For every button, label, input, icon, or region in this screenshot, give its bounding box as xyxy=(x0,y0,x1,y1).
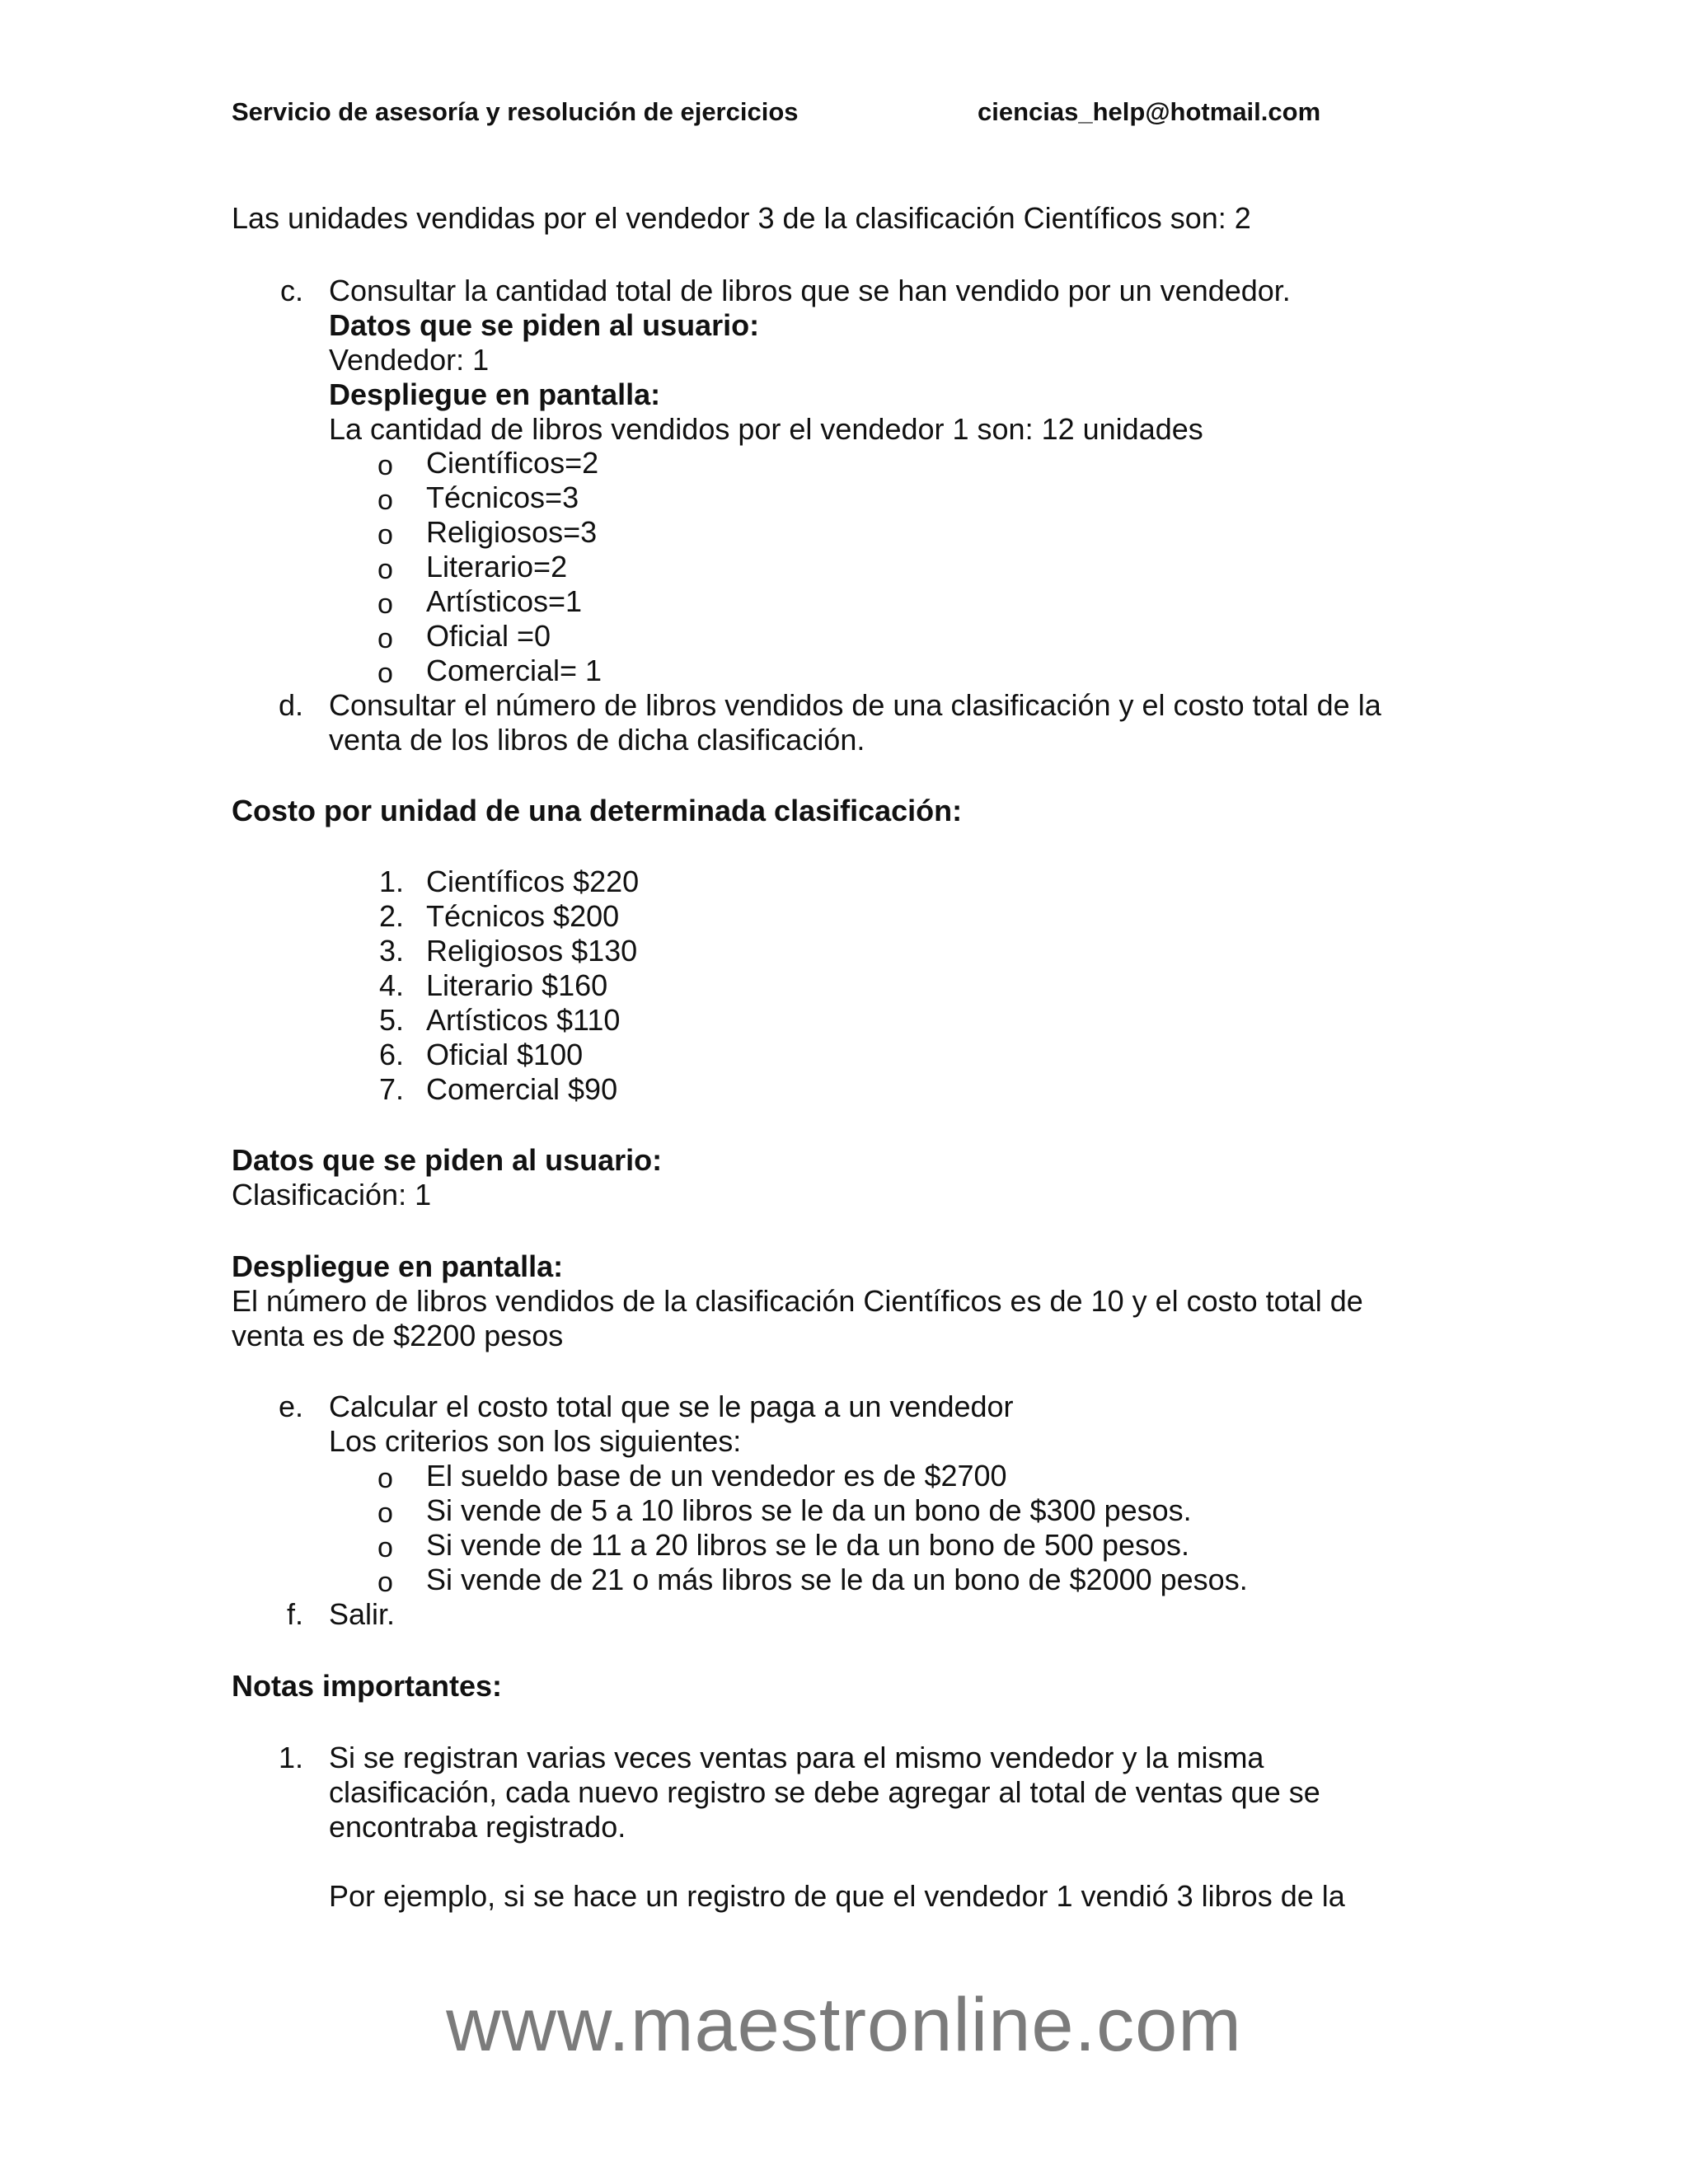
item-c-subitem: Literario=2 xyxy=(426,550,568,583)
item-f-text: Salir. xyxy=(329,1597,396,1631)
notas-item1-line: encontraba registrado. xyxy=(329,1810,626,1844)
costo-num: 2. xyxy=(378,899,404,933)
costo-num: 6. xyxy=(378,1038,404,1071)
costo-item: Artísticos $110 xyxy=(426,1003,621,1037)
notas-item1-example: Por ejemplo, si se hace un registro de que el vendedor 1 vendió 3 libros de la xyxy=(329,1879,1345,1913)
bullet-marker: o xyxy=(377,1497,393,1529)
footer-watermark: www.maestronline.com xyxy=(446,1983,1242,2067)
item-e-subtitle: Los criterios son los siguientes: xyxy=(329,1424,742,1458)
bullet-marker: o xyxy=(377,450,393,481)
costo-num: 7. xyxy=(378,1072,404,1106)
costo-item: Técnicos $200 xyxy=(426,899,620,933)
bullet-marker: o xyxy=(377,1532,393,1563)
intro-line: Las unidades vendidas por el vendedor 3 de la clasificación Científicos son: 2 xyxy=(232,201,1251,235)
costo-item: Oficial $100 xyxy=(426,1038,584,1071)
bullet-marker: o xyxy=(377,623,393,654)
item-c-datos-value: Vendedor: 1 xyxy=(329,343,490,377)
item-c-subitem: Oficial =0 xyxy=(426,619,551,653)
costo-item: Literario $160 xyxy=(426,968,608,1002)
costo-num: 5. xyxy=(378,1003,404,1037)
item-e-subitem: Si vende de 11 a 20 libros se le da un bono de 500 pesos. xyxy=(426,1528,1190,1562)
item-d-line2: venta de los libros de dicha clasificación. xyxy=(329,723,865,757)
item-e-marker: e. xyxy=(278,1390,303,1423)
item-e-subitem: Si vende de 21 o más libros se le da un bono de $2000 pesos. xyxy=(426,1563,1248,1596)
header-email: ciencias_help@hotmail.com xyxy=(978,97,1321,126)
bullet-marker: o xyxy=(377,658,393,689)
notas-heading: Notas importantes: xyxy=(232,1669,503,1703)
item-e-subitem: El sueldo base de un vendedor es de $2700 xyxy=(426,1459,1007,1493)
despliegue2-label: Despliegue en pantalla: xyxy=(232,1249,564,1283)
item-c-despliegue-value: La cantidad de libros vendidos por el vendedor 1 son: 12 unidades xyxy=(329,412,1203,446)
despliegue2-line1: El número de libros vendidos de la clasificación Científicos es de 10 y el costo total de xyxy=(232,1284,1363,1318)
item-c-subitem: Científicos=2 xyxy=(426,446,599,480)
costo-item: Religiosos $130 xyxy=(426,934,638,968)
datos2-label: Datos que se piden al usuario: xyxy=(232,1143,663,1177)
item-e-subitem: Si vende de 5 a 10 libros se le da un bono de $300 pesos. xyxy=(426,1493,1192,1527)
bullet-marker: o xyxy=(377,1463,393,1494)
costo-item: Científicos $220 xyxy=(426,865,640,898)
item-c-subitem: Técnicos=3 xyxy=(426,480,579,514)
item-d-line1: Consultar el número de libros vendidos de una clasificación y el costo total de la xyxy=(329,688,1381,722)
item-c-subitem: Religiosos=3 xyxy=(426,515,598,549)
costo-heading: Costo por unidad de una determinada clasificación: xyxy=(232,794,963,827)
item-c-title: Consultar la cantidad total de libros que se han vendido por un vendedor. xyxy=(329,274,1291,307)
header-service-title: Servicio de asesoría y resolución de ejercicios xyxy=(232,97,799,126)
costo-item: Comercial $90 xyxy=(426,1072,618,1106)
item-c-despliegue-label: Despliegue en pantalla: xyxy=(329,377,661,411)
notas-item1-line: clasificación, cada nuevo registro se debe agregar al total de ventas que se xyxy=(329,1775,1320,1809)
datos2-value: Clasificación: 1 xyxy=(232,1178,432,1212)
item-e-title: Calcular el costo total que se le paga a un vendedor xyxy=(329,1390,1014,1423)
bullet-marker: o xyxy=(377,519,393,551)
item-f-marker: f. xyxy=(286,1597,303,1631)
item-c-marker: c. xyxy=(279,274,303,307)
notas-item1-line: Si se registran varias veces ventas para el mismo vendedor y la misma xyxy=(329,1741,1264,1774)
despliegue2-line2: venta es de $2200 pesos xyxy=(232,1319,564,1352)
bullet-marker: o xyxy=(377,485,393,516)
item-c-datos-label: Datos que se piden al usuario: xyxy=(329,308,760,342)
bullet-marker: o xyxy=(377,554,393,585)
costo-num: 1. xyxy=(378,865,404,898)
item-c-subitem: Artísticos=1 xyxy=(426,584,583,618)
costo-num: 3. xyxy=(378,934,404,968)
item-c-subitem: Comercial= 1 xyxy=(426,654,603,687)
notas-item1-marker: 1. xyxy=(278,1741,303,1774)
bullet-marker: o xyxy=(377,588,393,620)
costo-num: 4. xyxy=(378,968,404,1002)
bullet-marker: o xyxy=(377,1567,393,1598)
item-d-marker: d. xyxy=(278,688,303,722)
